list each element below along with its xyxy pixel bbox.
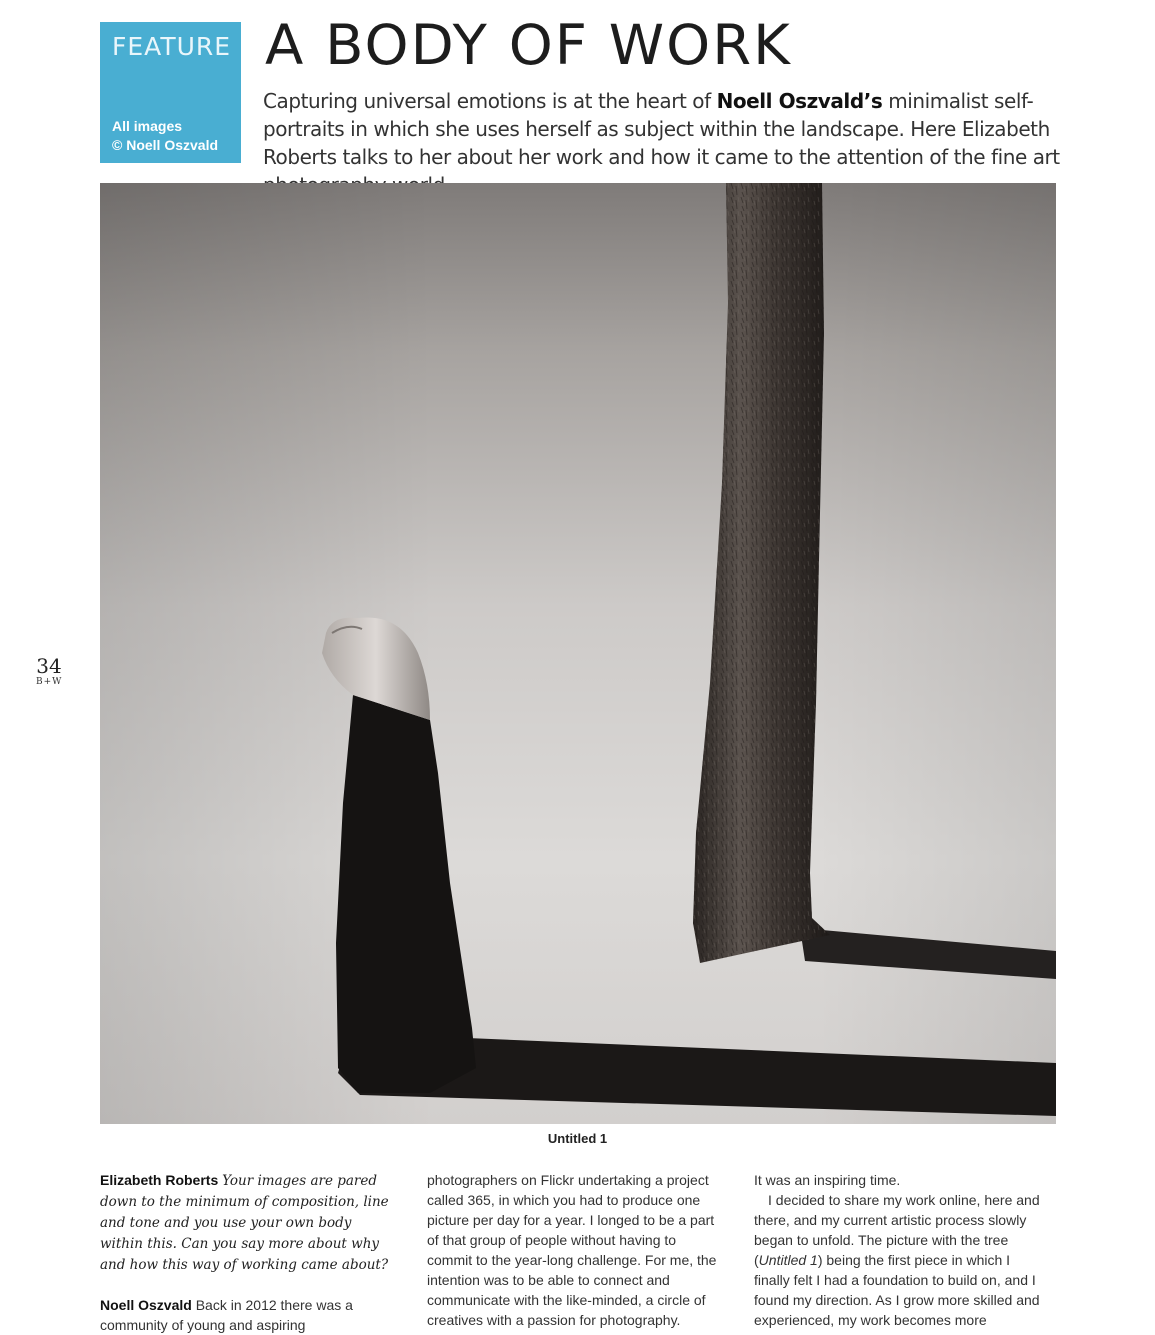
answer-line: It was an inspiring time. bbox=[754, 1172, 901, 1188]
interview-answer bbox=[100, 1295, 395, 1335]
page-number: 34 bbox=[36, 654, 62, 678]
page-folio bbox=[36, 655, 62, 687]
standfirst-text-start: Capturing universal emotions is at the heart of bbox=[263, 89, 717, 113]
credit-line-1: All images bbox=[112, 118, 183, 134]
standfirst-text-end: minimalist self-portraits in which she uses herself as subject within the landscape. Here Elizabeth Roberts talks to her about her work and how it came to the attention of the fine art bbox=[263, 89, 1060, 169]
question-text: Your images are pared down to the minimum of composition, line and tone and you use your own body within this. Can you say more about why and how this way of working came about? bbox=[100, 1173, 389, 1273]
article-column-1 bbox=[100, 1170, 395, 1335]
paragraph-text-start: I decided to share my work online, here and there, and my current artistic process slowly began to unfold. The picture with the tree ( bbox=[754, 1192, 1040, 1268]
answer-speaker: Noell Oszvald bbox=[100, 1297, 192, 1313]
feature-box bbox=[100, 22, 241, 163]
image-credit bbox=[112, 117, 218, 155]
photo-caption: Untitled 1 bbox=[547, 1131, 608, 1146]
answer-text: Back in 2012 there was a community of young and aspiring bbox=[100, 1297, 353, 1333]
magazine-mark: B+W bbox=[36, 677, 63, 687]
question-speaker: Elizabeth Roberts bbox=[100, 1172, 219, 1188]
feature-photo bbox=[100, 183, 1056, 1124]
answer-continued: photographers on Flickr undertaking a project called 365, in which you had to produce one picture per day for a year. I longed to be a part of that group of people without having to commit to the year-long challenge. For me, the intention was to be able to connect and communicate with the like-minded, a circle of creatives with a passion for photography. bbox=[427, 1172, 717, 1328]
photo-title-reference: Untitled 1 bbox=[758, 1252, 818, 1268]
interview-question bbox=[100, 1170, 395, 1275]
article-column-3 bbox=[754, 1170, 1049, 1330]
page-title: A BODY OF WORK bbox=[265, 14, 792, 78]
paragraph-text-end: ) being the first piece in which I finally felt I had a foundation to build on, and I found my direction. As I grow more skilled and experienced, my work becomes more bbox=[754, 1252, 1040, 1328]
article-column-2 bbox=[427, 1170, 722, 1330]
section-label: FEATURE bbox=[112, 32, 232, 61]
credit-line-2: © Noell Oszvald bbox=[112, 137, 219, 153]
subject-name: Noell Oszvald’s bbox=[716, 89, 883, 113]
answer-paragraph bbox=[754, 1190, 1049, 1330]
